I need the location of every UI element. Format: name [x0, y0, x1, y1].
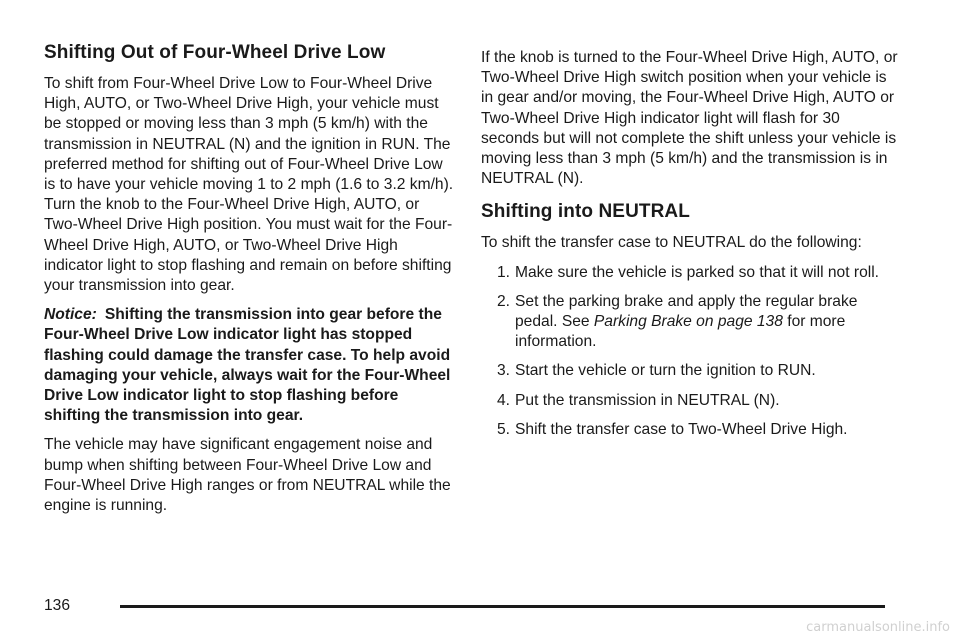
section-heading-shifting-out: Shifting Out of Four-Wheel Drive Low — [44, 42, 386, 63]
watermark: carmanualsonline.info — [806, 620, 950, 635]
right-column — [481, 48, 901, 449]
step-number: 4. — [497, 391, 511, 409]
paragraph: To shift from Four-Wheel Drive Low to Four-Wheel Drive High, AUTO, or Two-Wheel Drive High, your vehicle must be stopped or moving less than 3 mph (5 km/h) with the transmission in NEUTRAL (N) and the ignition in RUN. The preferred method for shifting out of Four-Wheel Drive Low is to have your vehicle moving 1 to 2 mph (1.6 to 3.2 km/h). Turn the knob to the Four-Wheel Drive High, AUTO, or Two-Wheel Drive High position. You must wait for the Four-Wheel Drive High, AUTO, or Two-Wheel Drive High indicator light to stop flashing and remain on before shifting your transmission into gear. — [44, 75, 454, 295]
footer-rule — [120, 605, 885, 608]
step-number: 5. — [497, 420, 511, 438]
notice-paragraph — [44, 305, 456, 426]
page-number: 136 — [44, 597, 71, 614]
step-number: 3. — [497, 362, 511, 380]
notice-text: Shifting the transmission into gear before the Four-Wheel Drive Low indicator light has stopped flashing could damage the transfer case. To help avoid damaging your vehicle, always wait for the Four-Wheel Drive Low indicator light to stop flashing before shifting the transmission into gear. — [44, 306, 451, 425]
list-item — [481, 263, 901, 283]
left-column — [44, 42, 456, 525]
paragraph: The vehicle may have significant engagement noise and bump when shifting between Four-Wheel Drive Low and Four-Wheel Drive High ranges or from NEUTRAL while the engine is running. — [44, 436, 451, 515]
step-text: Put the transmission in NEUTRAL (N). — [515, 391, 780, 409]
notice-label: Notice: — [44, 306, 97, 324]
step-text: Make sure the vehicle is parked so that it will not roll. — [515, 263, 880, 281]
step-text: for more information. — [515, 313, 846, 351]
list-item — [481, 292, 901, 353]
list-item — [481, 361, 901, 381]
page-footer — [44, 597, 889, 617]
cross-reference-link[interactable]: Parking Brake on page 138 — [593, 313, 783, 331]
paragraph: If the knob is turned to the Four-Wheel Drive High, AUTO, or Two-Wheel Drive High switch position when your vehicle is in gear and/or moving, the Four-Wheel Drive High, AUTO or Two-Wheel Drive High indicator light will flash for 30 seconds but will not complete the shift unless your vehicle is moving less than 3 mph (5 km/h) and the transmission is in NEUTRAL (N). — [481, 49, 898, 188]
list-item — [481, 391, 901, 411]
steps-list — [481, 263, 901, 440]
step-number: 1. — [497, 263, 511, 281]
paragraph: To shift the transfer case to NEUTRAL do the following: — [481, 234, 862, 252]
section-heading-shifting-neutral: Shifting into NEUTRAL — [481, 201, 690, 223]
step-text: Start the vehicle or turn the ignition to RUN. — [515, 362, 816, 380]
step-number: 2. — [497, 292, 511, 310]
step-text: Set the parking brake and apply the regular brake pedal. See — [515, 292, 858, 331]
step-text: Shift the transfer case to Two-Wheel Drive High. — [515, 420, 848, 438]
list-item — [481, 420, 901, 440]
